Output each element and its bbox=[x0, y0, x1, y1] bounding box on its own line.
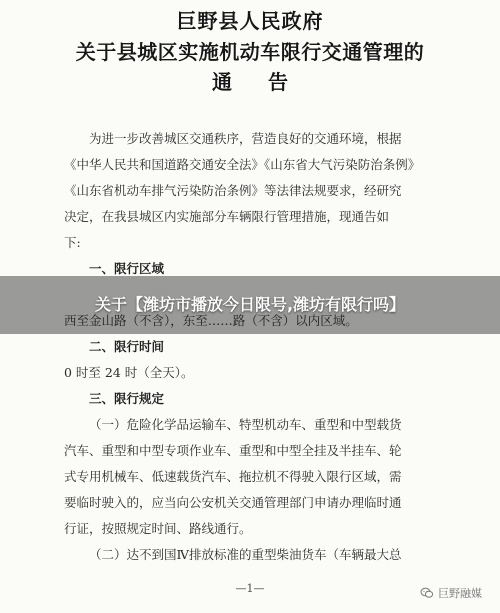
section-text: 西至金山路（不含），东至……路（不含）以内区域。 bbox=[64, 313, 358, 328]
watermark-text: 巨野融媒 bbox=[438, 587, 482, 600]
intro-line: 决定，在我县城区内实施部分车辆限行管理措施，现通告如 bbox=[64, 209, 390, 224]
section-text-line: （一）危险化学品运输车、特型机动车、重型和中型载货 bbox=[89, 417, 402, 432]
section-text-line: （二）达不到国Ⅳ排放标准的重型柴油货车（车辆最大总 bbox=[89, 547, 402, 562]
section-heading: 一、限行区域 bbox=[89, 261, 165, 276]
headline-overlay bbox=[0, 276, 500, 334]
intro-line: 为进一步改善城区交通秩序，营造良好的交通环境，根据 bbox=[89, 131, 402, 146]
section-text: 0 时至 24 时（全天）。 bbox=[64, 365, 194, 380]
document-header bbox=[0, 8, 500, 96]
document-body bbox=[64, 126, 440, 568]
wechat-icon bbox=[420, 586, 434, 600]
intro-line: 下: bbox=[64, 235, 81, 250]
section-heading: 二、限行时间 bbox=[89, 339, 165, 354]
section-text-line: 式专用机械车、低速载货汽车、拖拉机不得驶入限行区域，需 bbox=[64, 469, 402, 484]
watermark bbox=[420, 585, 482, 601]
document-title: 关于县城区实施机动车限行交通管理的 bbox=[75, 40, 425, 64]
intro-line: 《中华人民共和国道路交通安全法》《山东省大气污染防治条例》 bbox=[64, 157, 421, 172]
intro-line: 《山东省机动车排气污染防治条例》等法律法规要求，经研究 bbox=[64, 183, 402, 198]
overlay-headline: 关于【潍坊市播放今日限号,潍坊有限行吗】 bbox=[94, 295, 406, 314]
section-text-line: 汽车、重型和中型专项作业车、重型和中型全挂及半挂车、轮 bbox=[64, 443, 402, 458]
section-heading: 三、限行规定 bbox=[89, 391, 165, 406]
section-text-line: 行证，按照规定时间、路线通行。 bbox=[64, 521, 252, 536]
page-number: —1— bbox=[235, 582, 265, 595]
section-text-line: 要临时驶入的，应当向公安机关交通管理部门申请办理临时通 bbox=[64, 495, 402, 510]
issuer-name: 巨野县人民政府 bbox=[176, 9, 324, 33]
document-type: 通告 bbox=[212, 70, 324, 94]
